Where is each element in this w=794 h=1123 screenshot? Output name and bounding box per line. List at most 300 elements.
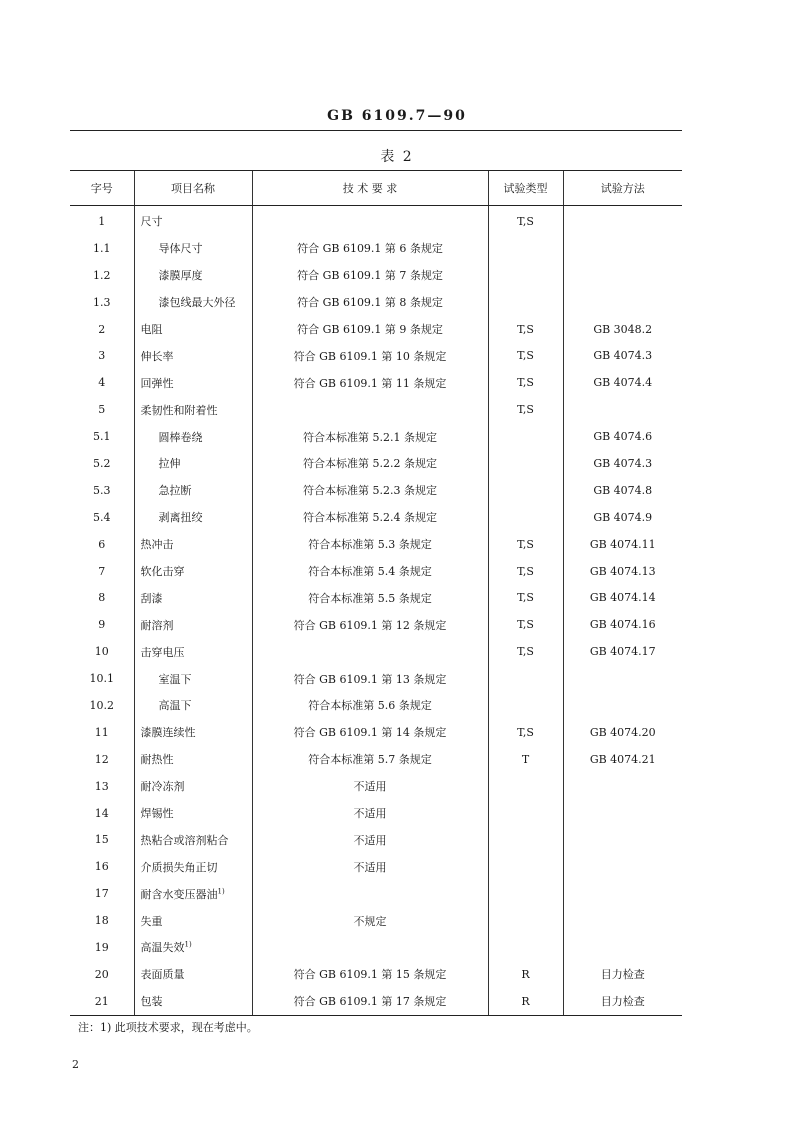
test-method-cell-text: GB 4074.3	[593, 349, 653, 363]
requirement-cell	[252, 235, 488, 262]
table-row	[70, 800, 682, 827]
column-header-number: 字号	[70, 171, 134, 206]
test-method-cell	[563, 746, 682, 773]
table-row	[70, 504, 682, 531]
table-row	[70, 531, 682, 558]
test-method-cell	[563, 934, 682, 961]
row-number-cell-text: 1.2	[93, 268, 111, 282]
table-row	[70, 934, 682, 961]
requirement-cell-text: 符合 GB 6109.1 第 13 条规定	[293, 672, 447, 686]
requirement-cell	[252, 665, 488, 692]
requirement-cell	[252, 719, 488, 746]
requirement-cell-text: 不适用	[353, 807, 387, 821]
row-number-cell-text: 17	[94, 887, 109, 901]
test-method-cell-text: GB 4074.16	[589, 618, 656, 632]
row-number-cell	[70, 396, 134, 423]
item-name-cell-text: 耐热性	[140, 753, 174, 767]
item-name-cell-text: 漆膜连续性	[140, 726, 196, 740]
test-type-cell	[488, 558, 563, 585]
item-name-cell	[134, 235, 252, 262]
requirement-cell-text: 符合本标准第 5.7 条规定	[308, 753, 432, 767]
requirement-cell-text: 符合 GB 6109.1 第 11 条规定	[293, 376, 447, 390]
requirement-cell-text: 不适用	[353, 833, 387, 847]
requirement-cell	[252, 316, 488, 343]
item-name-cell-text: 高温失效	[140, 941, 185, 955]
row-number-cell-text: 6	[98, 537, 106, 551]
row-number-cell	[70, 746, 134, 773]
row-number-cell	[70, 611, 134, 638]
requirement-cell-text: 不适用	[353, 780, 387, 794]
test-method-cell	[563, 800, 682, 827]
row-number-cell	[70, 477, 134, 504]
test-method-cell-text: GB 4074.13	[589, 564, 656, 578]
row-number-cell-text: 1.1	[93, 241, 111, 255]
table-row	[70, 988, 682, 1015]
table-row	[70, 584, 682, 611]
test-method-cell	[563, 719, 682, 746]
requirement-cell	[252, 746, 488, 773]
test-method-cell	[563, 961, 682, 988]
test-type-cell-text: T,S	[517, 349, 534, 363]
requirement-cell-text: 不适用	[353, 860, 387, 874]
row-number-cell-text: 5.2	[93, 456, 111, 470]
test-type-cell-text: T,S	[517, 725, 534, 739]
item-name-cell	[134, 853, 252, 880]
item-name-cell-text: 室温下	[158, 672, 192, 686]
item-name-cell	[134, 316, 252, 343]
column-header-test-method: 试验方法	[563, 171, 682, 206]
row-number-cell-text: 10	[94, 645, 109, 659]
requirement-cell	[252, 934, 488, 961]
item-name-cell-text: 导体尺寸	[158, 242, 203, 256]
row-number-cell	[70, 934, 134, 961]
page-number: 2	[72, 1058, 79, 1071]
test-type-cell-text: T,S	[517, 618, 534, 632]
test-type-cell-text: T,S	[517, 214, 534, 228]
item-name-cell	[134, 423, 252, 450]
item-name-cell	[134, 988, 252, 1015]
item-name-cell	[134, 692, 252, 719]
test-method-cell	[563, 907, 682, 934]
test-type-cell	[488, 477, 563, 504]
row-number-cell-text: 20	[94, 967, 109, 981]
footnote-marker: 1)	[217, 887, 225, 896]
row-number-cell	[70, 773, 134, 800]
requirement-cell	[252, 800, 488, 827]
row-number-cell	[70, 988, 134, 1015]
item-name-cell-text: 急拉断	[158, 484, 192, 498]
requirement-cell	[252, 853, 488, 880]
test-type-cell	[488, 235, 563, 262]
test-method-cell	[563, 665, 682, 692]
row-number-cell	[70, 665, 134, 692]
row-number-cell-text: 14	[94, 806, 109, 820]
spec-table	[70, 170, 682, 1016]
requirement-cell-text: 符合 GB 6109.1 第 14 条规定	[293, 726, 447, 740]
test-type-cell	[488, 584, 563, 611]
row-number-cell	[70, 961, 134, 988]
item-name-cell	[134, 396, 252, 423]
table-row	[70, 369, 682, 396]
table-row	[70, 961, 682, 988]
item-name-cell	[134, 477, 252, 504]
test-type-cell	[488, 504, 563, 531]
test-type-cell	[488, 773, 563, 800]
test-method-cell	[563, 988, 682, 1015]
row-number-cell-text: 1	[98, 214, 106, 228]
requirement-cell	[252, 342, 488, 369]
row-number-cell-text: 21	[94, 994, 109, 1008]
item-name-cell-text: 拉伸	[158, 457, 181, 471]
test-type-cell	[488, 396, 563, 423]
test-method-cell	[563, 504, 682, 531]
table-row	[70, 342, 682, 369]
item-name-cell	[134, 369, 252, 396]
table-title: 表 2	[380, 149, 414, 165]
item-name-cell-text: 漆包线最大外径	[158, 296, 236, 310]
test-type-cell	[488, 719, 563, 746]
requirement-cell	[252, 289, 488, 316]
test-type-cell	[488, 826, 563, 853]
row-number-cell-text: 4	[98, 376, 106, 390]
test-method-cell-text: GB 4074.9	[593, 510, 653, 524]
row-number-cell-text: 16	[94, 860, 109, 874]
footnote-marker: 1)	[184, 940, 192, 949]
test-method-cell	[563, 853, 682, 880]
item-name-cell	[134, 558, 252, 585]
table-row	[70, 880, 682, 907]
row-number-cell	[70, 880, 134, 907]
requirement-cell-text: 符合 GB 6109.1 第 6 条规定	[297, 242, 443, 256]
item-name-cell	[134, 800, 252, 827]
item-name-cell-text: 失重	[140, 914, 163, 928]
item-name-cell	[134, 262, 252, 289]
test-type-cell	[488, 961, 563, 988]
requirement-cell	[252, 558, 488, 585]
requirement-cell-text: 符合本标准第 5.2.3 条规定	[303, 484, 437, 498]
table-row	[70, 206, 682, 235]
table-row	[70, 692, 682, 719]
item-name-cell	[134, 719, 252, 746]
test-method-cell-text: GB 4074.21	[589, 752, 656, 766]
item-name-cell-text: 软化击穿	[140, 565, 185, 579]
test-type-cell	[488, 746, 563, 773]
test-type-cell	[488, 316, 563, 343]
item-name-cell	[134, 206, 252, 235]
requirement-cell-text: 不规定	[353, 914, 387, 928]
requirement-cell	[252, 880, 488, 907]
table-row	[70, 558, 682, 585]
item-name-cell-text: 剥离扭绞	[158, 511, 203, 525]
test-type-cell	[488, 423, 563, 450]
test-method-cell	[563, 423, 682, 450]
test-method-cell-text: GB 4074.4	[593, 376, 653, 390]
test-method-cell	[563, 206, 682, 235]
requirement-cell	[252, 826, 488, 853]
row-number-cell-text: 9	[98, 618, 106, 632]
requirement-cell	[252, 423, 488, 450]
row-number-cell-text: 15	[94, 833, 109, 847]
row-number-cell-text: 3	[98, 349, 106, 363]
test-method-cell	[563, 289, 682, 316]
item-name-cell-text: 尺寸	[140, 215, 163, 229]
test-type-cell	[488, 907, 563, 934]
table-row	[70, 907, 682, 934]
test-type-cell-text: T,S	[517, 591, 534, 605]
item-name-cell	[134, 826, 252, 853]
row-number-cell-text: 10.1	[89, 672, 114, 686]
requirement-cell	[252, 773, 488, 800]
table-row	[70, 423, 682, 450]
row-number-cell-text: 11	[94, 725, 109, 739]
test-type-cell-text: R	[521, 967, 530, 981]
item-name-cell	[134, 611, 252, 638]
row-number-cell-text: 7	[98, 564, 106, 578]
test-method-cell-text: GB 4074.8	[593, 483, 653, 497]
row-number-cell	[70, 826, 134, 853]
item-name-cell-text: 柔韧性和附着性	[140, 403, 218, 417]
item-name-cell	[134, 746, 252, 773]
test-method-cell	[563, 369, 682, 396]
requirement-cell-text: 符合本标准第 5.6 条规定	[308, 699, 432, 713]
test-type-cell	[488, 880, 563, 907]
item-name-cell	[134, 934, 252, 961]
test-method-cell	[563, 531, 682, 558]
item-name-cell-text: 表面质量	[140, 968, 185, 982]
requirement-cell-text: 符合本标准第 5.3 条规定	[308, 538, 432, 552]
test-method-cell	[563, 880, 682, 907]
item-name-cell-text: 高温下	[158, 699, 192, 713]
requirement-cell-text: 符合 GB 6109.1 第 10 条规定	[293, 349, 447, 363]
row-number-cell	[70, 531, 134, 558]
test-type-cell-text: T	[521, 752, 530, 766]
requirement-cell	[252, 369, 488, 396]
table-row	[70, 611, 682, 638]
column-header-technical-requirement: 技 术 要 求	[252, 171, 488, 206]
requirement-cell-text: 符合本标准第 5.2.4 条规定	[303, 511, 437, 525]
test-method-cell	[563, 584, 682, 611]
requirement-cell	[252, 961, 488, 988]
item-name-cell-text: 伸长率	[140, 349, 174, 363]
row-number-cell	[70, 692, 134, 719]
table-row	[70, 450, 682, 477]
test-type-cell	[488, 665, 563, 692]
row-number-cell-text: 2	[98, 322, 106, 336]
item-name-cell-text: 耐冷冻剂	[140, 780, 185, 794]
test-method-cell	[563, 638, 682, 665]
requirement-cell	[252, 584, 488, 611]
item-name-cell	[134, 907, 252, 934]
row-number-cell	[70, 342, 134, 369]
item-name-cell-text: 耐溶剂	[140, 618, 174, 632]
requirement-cell	[252, 477, 488, 504]
row-number-cell	[70, 907, 134, 934]
table-row	[70, 826, 682, 853]
requirement-cell	[252, 450, 488, 477]
test-type-cell	[488, 638, 563, 665]
requirement-cell-text: 符合 GB 6109.1 第 15 条规定	[293, 968, 447, 982]
footnote: 注：1) 此项技术要求，现在考虑中。	[78, 1021, 258, 1034]
table-row	[70, 665, 682, 692]
requirement-cell	[252, 611, 488, 638]
item-name-cell-text: 耐含水变压器油	[140, 887, 218, 901]
table-row	[70, 638, 682, 665]
row-number-cell-text: 12	[94, 752, 109, 766]
row-number-cell	[70, 423, 134, 450]
test-type-cell	[488, 611, 563, 638]
item-name-cell-text: 焊锡性	[140, 807, 174, 821]
requirement-cell	[252, 206, 488, 235]
requirement-cell-text: 符合 GB 6109.1 第 12 条规定	[293, 618, 447, 632]
test-type-cell	[488, 988, 563, 1015]
requirement-cell	[252, 638, 488, 665]
test-method-cell	[563, 611, 682, 638]
requirement-cell	[252, 907, 488, 934]
item-name-cell	[134, 584, 252, 611]
item-name-cell	[134, 638, 252, 665]
test-method-cell	[563, 692, 682, 719]
requirement-cell-text: 符合本标准第 5.5 条规定	[308, 591, 432, 605]
item-name-cell	[134, 504, 252, 531]
standard-code: GB 6109.7—90	[327, 108, 467, 124]
test-method-cell-text: 目力检查	[600, 968, 645, 982]
row-number-cell-text: 5	[98, 403, 106, 417]
test-type-cell	[488, 289, 563, 316]
requirement-cell-text: 符合 GB 6109.1 第 7 条规定	[297, 269, 443, 283]
requirement-cell-text: 符合本标准第 5.4 条规定	[308, 565, 432, 579]
test-method-cell-text: GB 4074.6	[593, 430, 653, 444]
table-row	[70, 262, 682, 289]
table-row	[70, 773, 682, 800]
test-type-cell	[488, 934, 563, 961]
requirement-cell-text: 符合 GB 6109.1 第 17 条规定	[293, 995, 447, 1009]
item-name-cell	[134, 880, 252, 907]
requirement-cell-text: 符合 GB 6109.1 第 9 条规定	[297, 323, 443, 336]
row-number-cell-text: 1.3	[93, 295, 111, 309]
item-name-cell-text: 电阻	[140, 323, 163, 336]
requirement-cell-text: 符合本标准第 5.2.1 条规定	[303, 430, 437, 444]
requirement-cell	[252, 988, 488, 1015]
row-number-cell-text: 5.4	[93, 510, 111, 524]
test-method-cell	[563, 342, 682, 369]
table-row	[70, 235, 682, 262]
requirement-cell	[252, 396, 488, 423]
test-method-cell	[563, 826, 682, 853]
test-type-cell	[488, 342, 563, 369]
test-method-cell	[563, 773, 682, 800]
table-row	[70, 746, 682, 773]
test-type-cell	[488, 692, 563, 719]
table-row	[70, 316, 682, 343]
test-method-cell-text: GB 4074.11	[589, 537, 656, 551]
table-row	[70, 477, 682, 504]
row-number-cell	[70, 584, 134, 611]
test-method-cell	[563, 262, 682, 289]
row-number-cell	[70, 369, 134, 396]
item-name-cell-text: 热粘合或溶剂粘合	[140, 833, 229, 847]
test-type-cell-text: T,S	[517, 403, 534, 417]
test-type-cell-text: T,S	[517, 537, 534, 551]
row-number-cell	[70, 558, 134, 585]
row-number-cell	[70, 206, 134, 235]
test-type-cell	[488, 450, 563, 477]
test-type-cell-text: T,S	[517, 322, 534, 336]
item-name-cell-text: 击穿电压	[140, 645, 185, 659]
row-number-cell-text: 5.1	[93, 430, 111, 444]
test-method-cell	[563, 450, 682, 477]
row-number-cell	[70, 800, 134, 827]
row-number-cell-text: 8	[98, 591, 106, 605]
row-number-cell	[70, 316, 134, 343]
item-name-cell-text: 刮漆	[140, 591, 163, 605]
test-method-cell-text: GB 4074.14	[589, 591, 656, 605]
test-type-cell-text: T,S	[517, 645, 534, 659]
item-name-cell-text: 圆棒卷绕	[158, 430, 203, 444]
row-number-cell-text: 19	[94, 940, 109, 954]
item-name-cell	[134, 450, 252, 477]
item-name-cell-text: 包装	[140, 995, 163, 1009]
item-name-cell-text: 漆膜厚度	[158, 269, 203, 283]
test-method-cell-text: GB 4074.17	[589, 645, 656, 659]
column-header-test-type: 试验类型	[488, 171, 563, 206]
header-rule	[70, 130, 682, 131]
item-name-cell	[134, 342, 252, 369]
column-header-item-name: 项目名称	[134, 171, 252, 206]
item-name-cell	[134, 665, 252, 692]
requirement-cell	[252, 692, 488, 719]
item-name-cell-text: 回弹性	[140, 376, 174, 390]
test-type-cell-text: R	[521, 994, 530, 1008]
requirement-cell-text: 符合 GB 6109.1 第 8 条规定	[297, 296, 443, 310]
test-type-cell	[488, 206, 563, 235]
row-number-cell-text: 18	[94, 914, 109, 928]
item-name-cell-text: 介质损失角正切	[140, 860, 218, 874]
requirement-cell-text: 符合本标准第 5.2.2 条规定	[303, 457, 437, 471]
table-row	[70, 853, 682, 880]
table-row	[70, 719, 682, 746]
test-method-cell	[563, 558, 682, 585]
requirement-cell	[252, 262, 488, 289]
test-method-cell	[563, 235, 682, 262]
row-number-cell-text: 10.2	[89, 698, 114, 712]
item-name-cell	[134, 773, 252, 800]
item-name-cell	[134, 289, 252, 316]
row-number-cell	[70, 289, 134, 316]
row-number-cell	[70, 638, 134, 665]
requirement-cell	[252, 504, 488, 531]
row-number-cell	[70, 853, 134, 880]
requirement-cell	[252, 531, 488, 558]
row-number-cell-text: 5.3	[93, 483, 111, 497]
row-number-cell	[70, 262, 134, 289]
table-row	[70, 396, 682, 423]
test-type-cell-text: T,S	[517, 376, 534, 390]
row-number-cell	[70, 719, 134, 746]
test-method-cell-text: 目力检查	[600, 995, 645, 1009]
item-name-cell	[134, 531, 252, 558]
test-type-cell-text: T,S	[517, 564, 534, 578]
item-name-cell-text: 热冲击	[140, 538, 174, 552]
test-type-cell	[488, 800, 563, 827]
test-type-cell	[488, 531, 563, 558]
table-body	[70, 206, 682, 1016]
test-method-cell-text: GB 4074.20	[589, 725, 656, 739]
test-type-cell	[488, 262, 563, 289]
test-method-cell	[563, 396, 682, 423]
row-number-cell-text: 13	[94, 779, 109, 793]
test-method-cell	[563, 477, 682, 504]
test-method-cell	[563, 316, 682, 343]
